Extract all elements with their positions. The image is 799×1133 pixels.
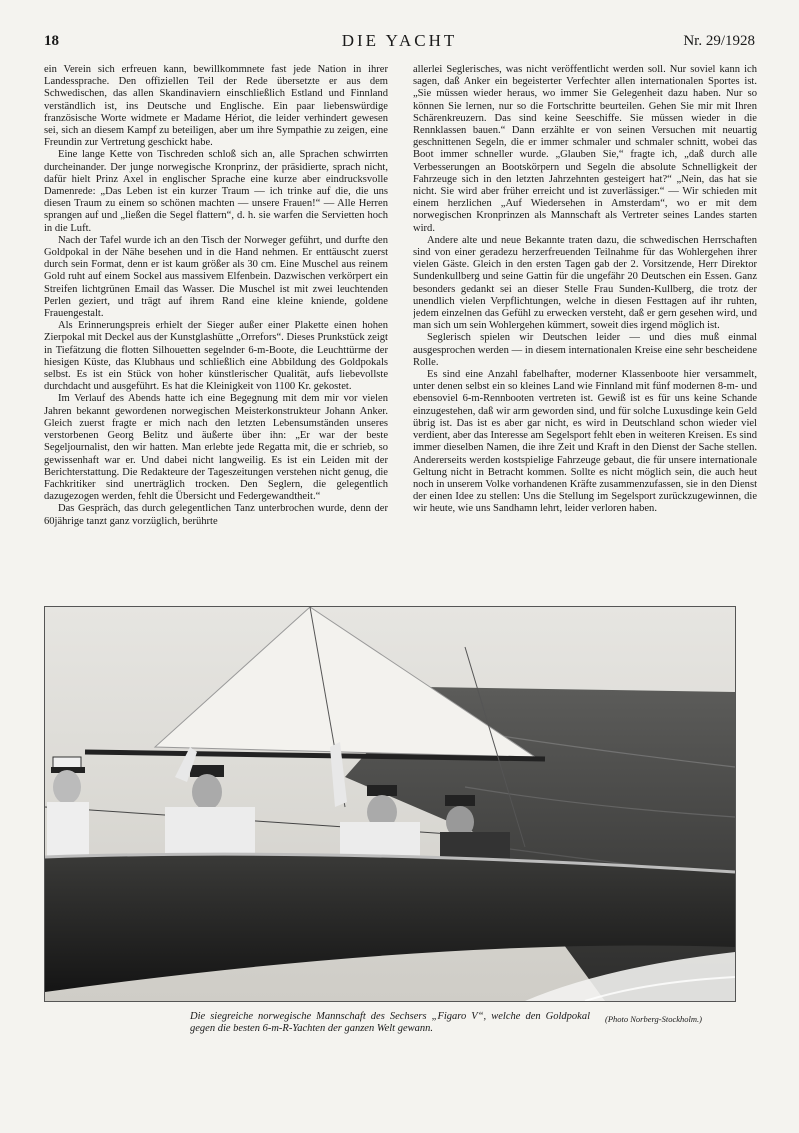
left-text-column [44,64,388,599]
paragraph: Im Verlauf des Abends hatte ich eine Begegnung mit dem mir vor vielen Jahren bekannt gewordenen norwegischen Meisterkonstrukteur Johann Anker. Gleich zuerst fragte er mich nach den letzten Lebensumständen unseres verstorbenen Georg Belitz und äußerte über ihn: „Er war der beste Segeljournalist, den wir hatten. Man erlebte jede Regatta mit, die er schrieb, so gewissenhaft war er. Und dabei nicht langweilig. Es ist ein Leiden mit der Berichterstattung. Die Redakteure der Tageszeitungen verstehen nicht genug, die Fachkritiker sind unerträglich trocken. Den Seglern, die gelegentlich dazugezogen werden, fehlt die Übersicht und Federgewandtheit.“ [44,393,388,503]
paragraph: Nach der Tafel wurde ich an den Tisch der Norweger geführt, und durfte den Goldpokal in der Nähe besehen und in die Hand nehmen. Er enttäuscht zuerst durch sein Format, denn er ist kaum größer als 30 cm. Eine Muschel aus reinem Gold ruht auf einem Sockel aus massivem Elfenbein. Dazwischen verkörpert ein Streifen lichtgrünen Email das Wasser. Die Muschel ist mit zwei leuchtenden Perlen geziert, und trägt auf ihrem Rand eine kleine kniende, goldene Frauengestalt. [44,234,388,320]
paragraph: allerlei Seglerisches, was nicht veröffentlicht werden soll. Nur soviel kann ich sagen, daß Anker ein begeisterter Verfechter allen internationalen Sportes ist. „Sie müssen wieder heraus, wo immer Sie Gelegenheit dazu haben. Nur so können Sie lernen, nur so die Fortschritte beurteilen. Gehen Sie mir mit Ihren Schärenkreuzern. Das sind keine Seeschiffe. Sie müssen wieder in die Rennklassen bauen.“ Dann erzählte er von seinen Versuchen mit neuartig geschnittenen Segeln, die er immer schmaler und schmaler schnitt, wobei das Boot immer schneller wurde. „Glauben Sie,“ fragte ich, „daß durch alle Verbesserungen an Bootskörpern und Segeln die absolute Schnelligkeit der Fahrzeuge sich in den letzten Jahrzehnten gesteigert hat?“ „Nein, das hat sie nicht. Sie wird aber früher erreicht und ist zuverlässiger.“ — Wir schieden mit einem herzlichen „Auf Wiedersehen in Amsterdam“, wo er mit dem norwegischen Kronprinzen als Mannschaft als Vertreter seines Landes starten wird. [413,64,757,234]
paragraph: Es sind eine Anzahl fabelhafter, moderner Klassenboote hier versammelt, unter denen selbst ein so kleines Land wie Finnland mit fünf modernen 8-m- und ebensoviel 6-m-Rennbooten vertreten ist. Gewiß ist es für uns keine Schande einzugestehen, daß wir arm geworden sind, und für solche Luxusdinge kein Geld übrig ist. Das ist es aber gar nicht, es wird in Deutschland schon wieder viel verdient, aber das Interesse am Segelsport fehlt eben in weiteren Kreisen. Es sind immer dieselben Namen, die ihre Zeit und Kraft in den Dienst der Sache stellen. Andererseits werden kostspielige Fahrzeuge gebaut, die für unsere internationale Geltung nicht in Betracht kommen. Sollte es nicht möglich sein, die auch heut noch in unserem Volke vorhandenen Kräfte zusammenzufassen, sie in den Dienst der einen Idee zu stellen: Uns die Stellung im Segelsport zurückzugewinnen, die wir heute, wie uns Sandhamn lehrt, leider verloren haben. [413,369,757,515]
photo-illustration [45,607,735,1001]
crew-member [47,757,89,857]
issue-number: Nr. 29/1928 [683,33,755,49]
paragraph: ein Verein sich erfreuen kann, bewillkommnete fast jede Nation in ihrer Landessprache. Den offiziellen Teil der Rede übersetzte er aus dem Schwedischen, das allen Skandinaviern einschließlich Estland und Finnland verständlich ist, ins Deutsche und Englische. Ein paar liebenswürdige französische Worte widmete er Madame Hériot, die leider verhindert gewesen sei, sich an diesem Kampf zu beteiligen, aber um ihre Sympathie zu zeigen, eine Freundin zur Vertretung geschickt habe. [44,64,388,149]
page-number: 18 [44,33,59,49]
photo-credit: (Photo Norberg-Stockholm.) [605,1014,702,1024]
running-title: DIE YACHT [341,31,458,50]
paragraph: Andere alte und neue Bekannte traten dazu, die schwedischen Herrschaften sind von einer geradezu herzerfreuenden Teilnahme für das Wohlergehen ihrer vielen Gäste. Gleich in den ersten Tagen gab der 2. Vorsitzende, Herr Direktor Sundenkullberg und seine Gattin für die ungefähr 20 Deutschen ein Essen. Ganz besonders gedankt sei an dieser Stelle Frau Sunden-Kullberg, die trotz der unendlich vielen Verpflichtungen, welche in diesen Festtagen auf ihr ruhten, jedem einzelnen das Gefühl zu erwecken versteht, daß er gern gesehen wird, und man sich um sein Wohlergehen kümmert, soweit dies irgend möglich ist. [413,234,757,332]
paragraph: Als Erinnerungspreis erhielt der Sieger außer einer Plakette einen hohen Zierpokal mit Deckel aus der Kunstglashütte „Orrefors“. Dieses Prunkstück zeigt in Tiefätzung die flotten Silhouetten segelnder 6-m-Boote, die Leuchttürme der hiesigen Küste, das Klubhaus und schließlich eine Abbildung des Goldpokals selbst. Es ist ein Stück von hoher künstlerischer Qualität, aufs liebevollste durchdacht und ausgeführt. Es hat die Kleinigkeit von 1100 Kr. gekostet. [44,320,388,393]
right-text-column [413,64,757,599]
sailing-crew-photo [44,606,736,1002]
paragraph: Das Gespräch, das durch gelegentlichen Tanz unterbrochen wurde, denn der 60jährige tanzt ganz vorzüglich, berührte [44,503,388,527]
paragraph: Seglerisch spielen wir Deutschen leider — und dies muß einmal ausgesprochen werden — in diesem internationalen Kreise eine sehr bescheidene Rolle. [413,332,757,368]
paragraph: Eine lange Kette von Tischreden schloß sich an, alle Sprachen schwirrten durcheinander. Der junge norwegische Kronprinz, der präsidierte, sprach nicht, dafür hielt Prinz Axel in englischer Sprache eine kurze aber eindrucksvolle Damenrede: „Das Leben ist ein kurzer Traum — ich trinke auf die, die uns diesen Traum zu einem so schönen machten — unsere Frauen!“ — Alle Herren sprangen auf und „ließen die Segel flattern“, d. h. sie warfen die Servietten hoch in die Luft. [44,149,388,234]
photo-caption: Die siegreiche norwegische Mannschaft des Sechsers „Figaro V“, welche den Goldpokal gegen die besten 6-m-R-Yachten der ganzen Welt gewann. [190,1011,590,1034]
